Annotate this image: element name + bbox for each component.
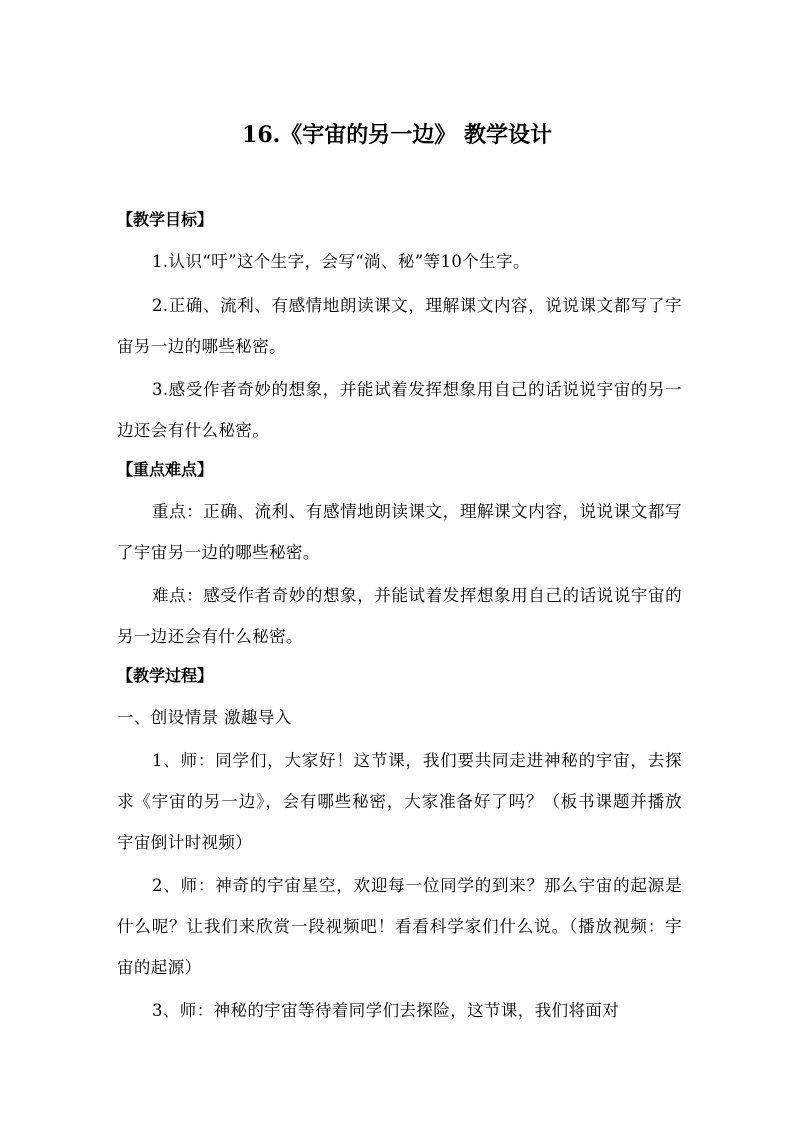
goal-item-1: 1.认识“吁”这个生字，会写“淌、秘”等10个生字。 xyxy=(152,252,530,271)
process-subheading: 一、创设情景 激趣导入 xyxy=(117,708,292,727)
process-item-2: 2、师：神奇的宇宙星空，欢迎每一位同学的到来？那么宇宙的起源是什么呢？让我们来欣赏一段视频吧！看看科学家们什么说。（播放视频：宇宙的起源） xyxy=(117,876,682,977)
process-item-3: 3、师：神秘的宇宙等待着同学们去探险，这节课，我们将面对 xyxy=(152,1001,620,1020)
section-heading-process: 【教学过程】 xyxy=(117,666,214,685)
page-title: 16.《宇宙的另一边》 教学设计 xyxy=(242,122,552,148)
section-heading-key-points: 【重点难点】 xyxy=(117,460,214,479)
goal-item-2: 2.正确、流利、有感情地朗读课文，理解课文内容，说说课文都写了宇宙另一边的哪些秘密。 xyxy=(117,296,682,356)
key-point-item: 重点：正确、流利、有感情地朗读课文，理解课文内容，说说课文都写了宇宙另一边的哪些秘密。 xyxy=(117,502,682,562)
process-item-1: 1、师：同学们，大家好！这节课，我们要共同走进神秘的宇宙，去探求《宇宙的另一边》，会有哪些秘密，大家准备好了吗？（板书课题并播放宇宙倒计时视频） xyxy=(117,751,682,852)
section-heading-goals: 【教学目标】 xyxy=(117,210,214,229)
difficulty-item: 难点：感受作者奇妙的想象，并能试着发挥想象用自己的话说说宇宙的另一边还会有什么秘密。 xyxy=(117,586,682,646)
goal-item-3: 3.感受作者奇妙的想象，并能试着发挥想象用自己的话说说宇宙的另一边还会有什么秘密。 xyxy=(117,380,682,440)
